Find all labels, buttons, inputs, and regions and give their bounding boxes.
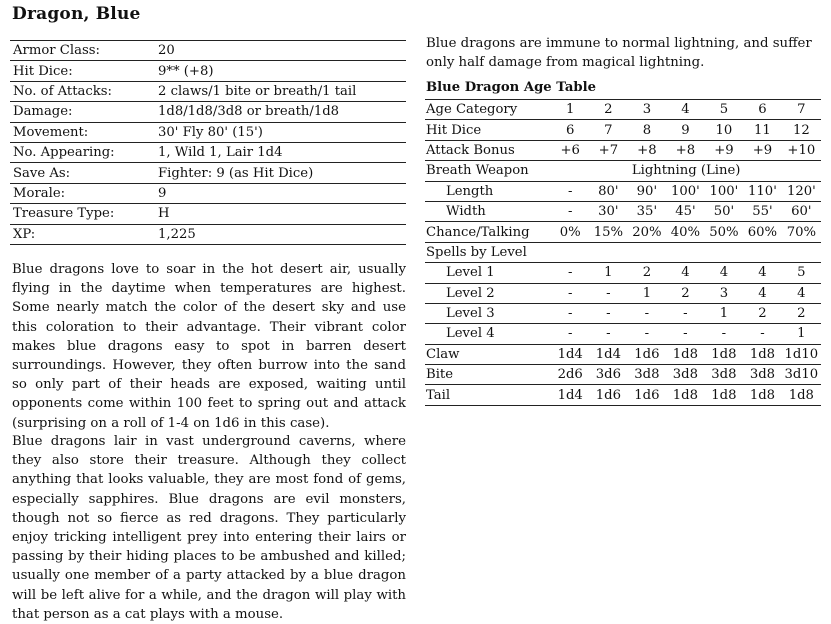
- age-table-row: [425, 242, 821, 262]
- age-cell: [743, 242, 782, 262]
- age-table-row: [425, 324, 821, 344]
- age-cell: 0%: [551, 222, 589, 242]
- age-table-row: [425, 222, 821, 242]
- stat-label: XP:: [10, 224, 155, 244]
- age-cell: 3d8: [743, 365, 782, 385]
- age-cell: 1d8: [705, 344, 744, 364]
- age-cell: 2: [589, 100, 628, 120]
- stat-row: [10, 61, 406, 81]
- stat-label: Hit Dice:: [10, 61, 155, 81]
- age-cell: 2: [743, 303, 782, 323]
- age-cell: 1d8: [743, 344, 782, 364]
- age-cell: +8: [666, 140, 705, 160]
- age-row-label: Length: [425, 181, 551, 201]
- age-row-label: Spells by Level: [425, 242, 551, 262]
- age-cell: 4: [705, 263, 744, 283]
- stat-label: No. Appearing:: [10, 142, 155, 162]
- age-cell: 100': [666, 181, 705, 201]
- age-cell: 4: [743, 263, 782, 283]
- stat-value: 9** (+8): [155, 61, 406, 81]
- age-cell: 1d10: [782, 344, 821, 364]
- age-cell: +9: [743, 140, 782, 160]
- age-row-label: Age Category: [425, 100, 551, 120]
- age-cell: 40%: [666, 222, 705, 242]
- age-cell: 6: [551, 120, 589, 140]
- age-cell: 50%: [705, 222, 744, 242]
- age-cell: -: [666, 303, 705, 323]
- age-cell: 55': [743, 201, 782, 221]
- stat-label: No. of Attacks:: [10, 81, 155, 101]
- age-cell: +7: [589, 140, 628, 160]
- age-cell: -: [666, 324, 705, 344]
- age-row-label: Bite: [425, 365, 551, 385]
- age-cell: 10: [705, 120, 744, 140]
- stat-row: [10, 81, 406, 101]
- age-table-row: [425, 100, 821, 120]
- age-cell: 3d8: [628, 365, 667, 385]
- age-cell: 1: [551, 100, 589, 120]
- age-cell: 1: [628, 283, 667, 303]
- stat-value: 30' Fly 80' (15'): [155, 122, 406, 142]
- age-cell: 30': [589, 201, 628, 221]
- age-cell: 1d8: [666, 385, 705, 405]
- age-table-title: Blue Dragon Age Table: [426, 80, 597, 95]
- age-cell: 3d6: [589, 365, 628, 385]
- stat-row: [10, 183, 406, 203]
- age-cell: 60%: [743, 222, 782, 242]
- age-cell: -: [589, 324, 628, 344]
- stat-label: Morale:: [10, 183, 155, 203]
- age-cell: 1d6: [628, 385, 667, 405]
- age-cell: +9: [705, 140, 744, 160]
- age-cell: -: [589, 283, 628, 303]
- age-cell: -: [551, 324, 589, 344]
- age-row-label: Level 4: [425, 324, 551, 344]
- age-cell: 5: [705, 100, 744, 120]
- age-cell: 110': [743, 181, 782, 201]
- age-cell: 5: [782, 263, 821, 283]
- age-cell: 1d4: [551, 385, 589, 405]
- age-cell: 20%: [628, 222, 667, 242]
- age-cell: -: [589, 303, 628, 323]
- age-row-label: Hit Dice: [425, 120, 551, 140]
- age-table: [425, 99, 821, 406]
- age-cell: 2: [666, 283, 705, 303]
- age-cell: 7: [589, 120, 628, 140]
- age-cell: 1d6: [628, 344, 667, 364]
- age-cell: 35': [628, 201, 667, 221]
- age-cell: 8: [628, 120, 667, 140]
- stat-label: Armor Class:: [10, 41, 155, 61]
- age-row-label: Level 1: [425, 263, 551, 283]
- age-cell: [589, 242, 628, 262]
- age-cell: +8: [628, 140, 667, 160]
- stat-row: [10, 41, 406, 61]
- stat-label: Treasure Type:: [10, 204, 155, 224]
- age-cell: 1: [589, 263, 628, 283]
- age-cell: 120': [782, 181, 821, 201]
- age-table-row: [425, 120, 821, 140]
- age-cell: [666, 242, 705, 262]
- age-cell: 9: [666, 120, 705, 140]
- age-cell: 15%: [589, 222, 628, 242]
- age-row-span: Lightning (Line): [551, 161, 821, 181]
- stat-value: H: [155, 204, 406, 224]
- age-cell: -: [705, 324, 744, 344]
- age-row-label: Attack Bonus: [425, 140, 551, 160]
- age-cell: 50': [705, 201, 744, 221]
- age-cell: +6: [551, 140, 589, 160]
- age-cell: 3d8: [705, 365, 744, 385]
- age-cell: 100': [705, 181, 744, 201]
- age-cell: -: [551, 201, 589, 221]
- stat-row: [10, 163, 406, 183]
- age-table-row: [425, 303, 821, 323]
- stat-label: Save As:: [10, 163, 155, 183]
- stat-row: [10, 224, 406, 244]
- age-cell: 1d8: [666, 344, 705, 364]
- age-table-row: [425, 385, 821, 405]
- age-row-label: Breath Weapon: [425, 161, 551, 181]
- age-cell: 1d8: [705, 385, 744, 405]
- age-cell: -: [551, 303, 589, 323]
- age-cell: 6: [743, 100, 782, 120]
- age-cell: 1d8: [782, 385, 821, 405]
- age-row-label: Tail: [425, 385, 551, 405]
- age-table-row: [425, 263, 821, 283]
- age-table-row: [425, 365, 821, 385]
- stat-value: 2 claws/1 bite or breath/1 tail: [155, 81, 406, 101]
- age-cell: 2: [628, 263, 667, 283]
- age-cell: [628, 242, 667, 262]
- age-cell: 2: [782, 303, 821, 323]
- age-cell: 45': [666, 201, 705, 221]
- stat-row: [10, 122, 406, 142]
- age-cell: 1d4: [551, 344, 589, 364]
- age-table-row: [425, 181, 821, 201]
- age-cell: 4: [666, 263, 705, 283]
- stat-row: [10, 204, 406, 224]
- stat-value: 20: [155, 41, 406, 61]
- description-paragraph: Blue dragons love to soar in the hot desert air, usually flying in the daytime when temperatures are highest. Some nearly match the color of the desert sky and use this coloration to their advantage. Their vibrant color makes blue dragons easy to spot in barren desert surroundings. However, they often burrow into the sand so only part of their heads are exposed, waiting until opponents come within 100 feet to spring out and attack (surprising on a roll of 1-4 on 1d6 in this case).: [12, 262, 406, 431]
- age-cell: 1d6: [589, 385, 628, 405]
- age-cell: [551, 242, 589, 262]
- age-cell: 3: [628, 100, 667, 120]
- age-row-label: Claw: [425, 344, 551, 364]
- age-row-label: Width: [425, 201, 551, 221]
- age-table-row: [425, 283, 821, 303]
- immunity-note: Blue dragons are immune to normal lightning, and suffer only half damage from magical lightning.: [426, 36, 812, 71]
- age-cell: -: [551, 283, 589, 303]
- age-row-label: Level 3: [425, 303, 551, 323]
- age-cell: -: [628, 303, 667, 323]
- age-table-row: [425, 201, 821, 221]
- age-cell: 11: [743, 120, 782, 140]
- age-cell: [705, 242, 744, 262]
- stat-value: 9: [155, 183, 406, 203]
- stat-label: Movement:: [10, 122, 155, 142]
- age-table-row: [425, 140, 821, 160]
- stat-value: 1, Wild 1, Lair 1d4: [155, 142, 406, 162]
- age-cell: 1d8: [743, 385, 782, 405]
- age-cell: 3d10: [782, 365, 821, 385]
- stat-row: [10, 142, 406, 162]
- age-row-label: Chance/Talking: [425, 222, 551, 242]
- age-cell: -: [743, 324, 782, 344]
- age-cell: 70%: [782, 222, 821, 242]
- age-cell: 4: [743, 283, 782, 303]
- age-cell: 80': [589, 181, 628, 201]
- age-cell: 90': [628, 181, 667, 201]
- age-cell: 60': [782, 201, 821, 221]
- age-cell: 7: [782, 100, 821, 120]
- age-cell: +10: [782, 140, 821, 160]
- age-cell: -: [551, 263, 589, 283]
- stat-value: 1,225: [155, 224, 406, 244]
- age-row-label: Level 2: [425, 283, 551, 303]
- age-cell: -: [551, 181, 589, 201]
- age-cell: 1: [705, 303, 744, 323]
- age-cell: 1d4: [589, 344, 628, 364]
- age-table-row: [425, 344, 821, 364]
- stat-label: Damage:: [10, 102, 155, 122]
- lair-paragraph: Blue dragons lair in vast underground caverns, where they also store their treasure. Although they collect anything that looks valuable, they are most fond of gems, especially sapphires. Blue dragons are evil monsters, though not so fierce as red dragons. They particularly enjoy tricking intelligent prey into entering their lairs or passing by their hiding places to be ambushed and killed; usually one member of a party attacked by a blue dragon will be left alive for a while, and the dragon will play with that person as a cat plays with a mouse.: [12, 434, 406, 622]
- age-cell: 4: [666, 100, 705, 120]
- age-cell: [782, 242, 821, 262]
- stat-row: [10, 102, 406, 122]
- stat-block: [10, 40, 406, 245]
- age-cell: -: [628, 324, 667, 344]
- stat-value: Fighter: 9 (as Hit Dice): [155, 163, 406, 183]
- age-cell: 3: [705, 283, 744, 303]
- age-cell: 4: [782, 283, 821, 303]
- page-title: Dragon, Blue: [12, 4, 141, 24]
- age-cell: 1: [782, 324, 821, 344]
- age-cell: 2d6: [551, 365, 589, 385]
- age-table-row: [425, 161, 821, 181]
- age-cell: 12: [782, 120, 821, 140]
- age-cell: 3d8: [666, 365, 705, 385]
- stat-value: 1d8/1d8/3d8 or breath/1d8: [155, 102, 406, 122]
